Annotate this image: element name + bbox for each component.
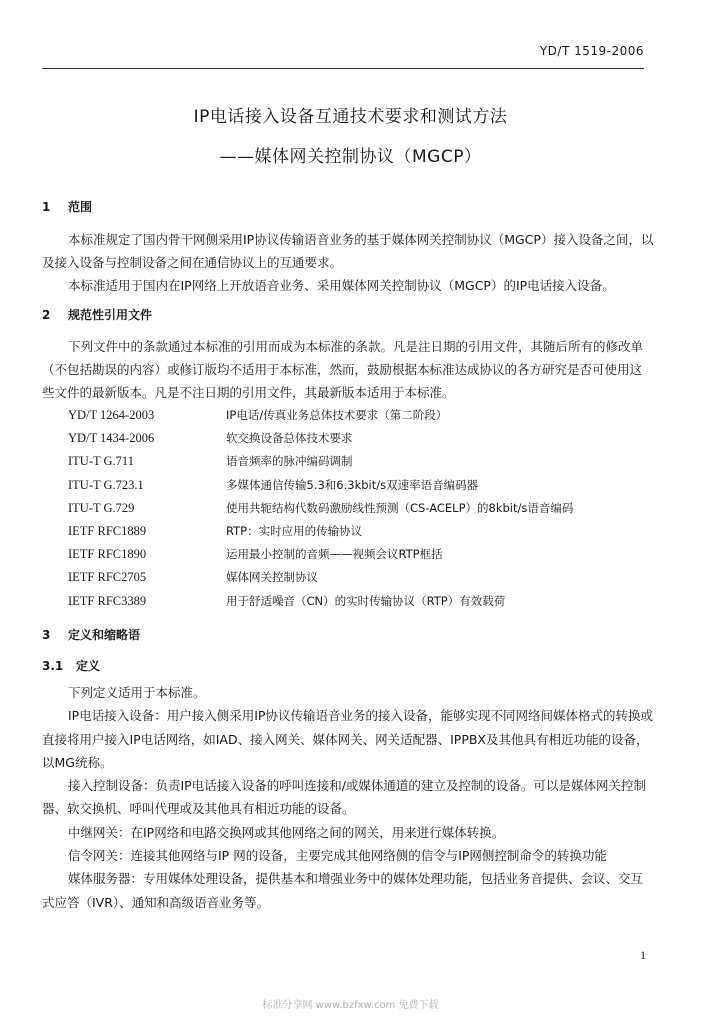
reference-title: 软交换设备总体技术要求 <box>226 431 353 446</box>
section-number: 3.1 <box>42 659 64 673</box>
reference-title: RTP：实时应用的传输协议 <box>226 523 363 538</box>
normative-references-list <box>68 404 648 613</box>
reference-code: ITU-T G.711 <box>68 454 134 469</box>
reference-item <box>68 497 648 520</box>
section-title: 范围 <box>68 200 93 214</box>
reference-title: 运用最小控制的音频——视频会议RTP框括 <box>226 547 443 562</box>
reference-title: 语音频率的脉冲编码调制 <box>226 454 353 469</box>
reference-code: YD/T 1434-2006 <box>68 431 155 446</box>
reference-item <box>68 590 648 613</box>
reference-item <box>68 566 648 589</box>
document-title: IP电话接入设备互通技术要求和测试方法 <box>193 107 508 127</box>
definition-intro: 下列定义适用于本标准。 <box>68 685 206 700</box>
reference-title: 媒体网关控制协议 <box>226 570 318 585</box>
reference-item <box>68 543 648 566</box>
section-number: 1 <box>42 200 51 214</box>
reference-code: ITU-T G.723.1 <box>68 477 144 492</box>
reference-title: 使用共轭结构代数码激励线性预测（CS-ACELP）的8kbit/s语音编码 <box>226 500 574 515</box>
section-1-paragraph-1: 本标准规定了国内骨干网侧采用IP协议传输语音业务的基于媒体网关控制协议（MGCP）接入设备之间，以及接入设备与控制设备之间在通信协议上的互通要求。 <box>42 232 654 270</box>
standard-code: YD/T 1519-2006 <box>539 44 644 58</box>
section-3-heading <box>42 626 140 643</box>
definition-item: 信令网关：连接其他网络与IP 网的设备，主要完成其他网络侧的信令与IP网侧控制命令的转换功能 <box>68 848 607 864</box>
section-number: 3 <box>42 628 51 642</box>
reference-code: IETF RFC2705 <box>68 570 147 585</box>
reference-title: 用于舒适噪音（CN）的实时传输协议（RTP）有效载荷 <box>226 593 506 608</box>
reference-item <box>68 427 648 450</box>
reference-code: IETF RFC1890 <box>68 547 147 562</box>
definition-item: 接入控制设备：负责IP电话接入设备的呼叫连接和/或媒体通道的建立及控制的设备。可以是媒体网关控制器、软交换机、呼叫代理或及其他具有相近功能的设备。 <box>42 778 646 817</box>
section-title: 定义和缩略语 <box>68 628 141 642</box>
watermark-text: 标准分享网 www.bzfxw.com 免费下载 <box>262 1000 439 1011</box>
reference-code: YD/T 1264-2003 <box>68 408 155 422</box>
page-number: 1 <box>640 948 646 962</box>
section-1-heading <box>42 198 92 215</box>
section-2-paragraph: 下列文件中的条款通过本标准的引用而成为本标准的条款。凡是注日期的引用文件，其随后所有的修改单（不包括勘误的内容）或修订版均不适用于本标准，然而，鼓励根据本标准达成协议的各方研究是否可使用这些文件的最新版本。凡是不注日期的引用文件，其最新版本适用于本标准。 <box>42 339 644 400</box>
reference-code: IETF RFC3389 <box>68 593 147 608</box>
reference-item <box>68 520 648 543</box>
section-title: 定义 <box>76 659 101 673</box>
reference-title: 多媒体通信传输5.3和6.3kbit/s双速率语音编码器 <box>226 477 479 492</box>
section-title: 规范性引用文件 <box>68 308 153 322</box>
reference-item <box>68 404 648 427</box>
document-subtitle: ——媒体网关控制协议（MGCP） <box>219 147 482 167</box>
reference-code: ITU-T G.729 <box>68 500 135 515</box>
definition-item: IP电话接入设备：用户接入侧采用IP协议传输语音业务的接入设备，能够实现不同网络间媒体格式的转换或直接将用户接入IP电话网络，如IAD、接入网关、媒体网关、网关适配器、IPPBX及其他具有相近功能的设备，以MG统称。 <box>42 708 653 770</box>
header-divider <box>42 68 644 69</box>
definition-item: 中继网关：在IP网络和电路交换网或其他网络之间的网关，用来进行媒体转换。 <box>68 824 505 840</box>
section-1-paragraph-2: 本标准适用于国内在IP网络上开放语音业务、采用媒体网关控制协议（MGCP）的IP电话接入设备。 <box>68 278 615 293</box>
section-2-heading <box>42 306 152 323</box>
reference-item <box>68 474 648 497</box>
definition-item: 媒体服务器：专用媒体处理设备，提供基本和增强业务中的媒体处理功能，包括业务音提供、会议、交互式应答（IVR）、通知和高级语音业务等。 <box>42 871 644 910</box>
definitions-list <box>42 681 654 914</box>
reference-title: IP电话/传真业务总体技术要求（第二阶段） <box>226 408 448 422</box>
reference-item <box>68 450 648 473</box>
reference-code: IETF RFC1889 <box>68 523 147 538</box>
section-3-1-heading <box>42 657 100 674</box>
section-number: 2 <box>42 308 51 322</box>
